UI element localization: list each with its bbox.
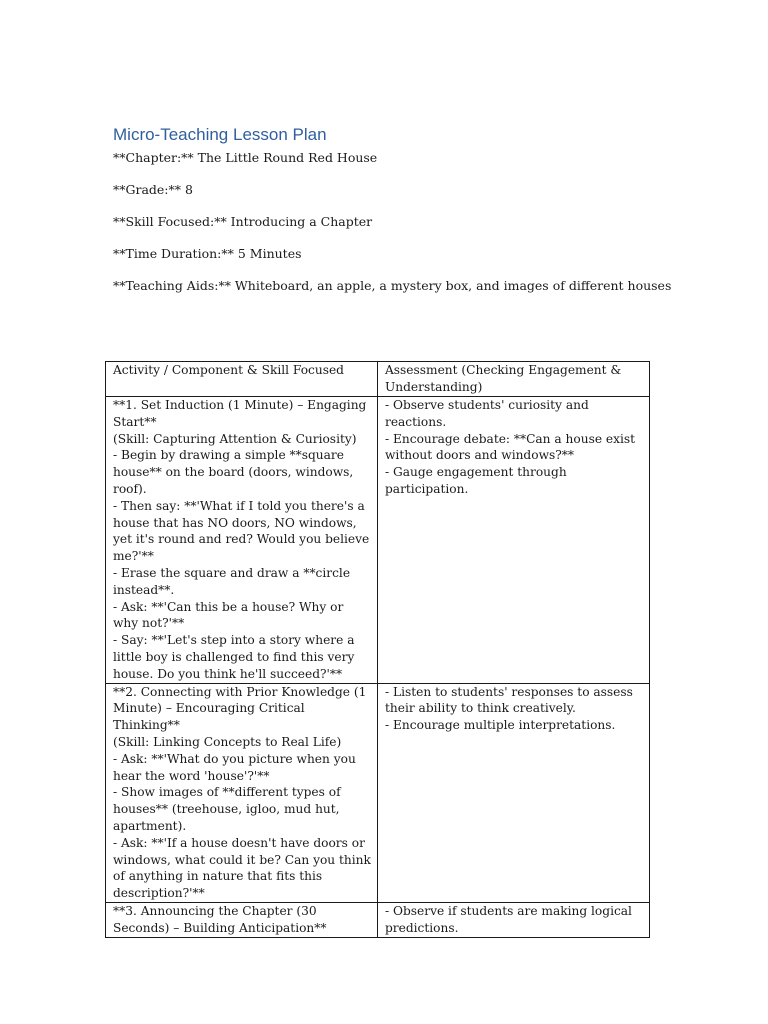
header-assessment: Assessment (Checking Engagement & Understanding) bbox=[378, 362, 650, 397]
activity-line: - Ask: **'What do you picture when you hear the word 'house'?'** bbox=[113, 751, 356, 783]
activity-line: - Ask: **'If a house doesn't have doors or windows, what could it be? Can you think of anything in nature that fits this description?'** bbox=[113, 835, 371, 901]
meta-teaching-aids: **Teaching Aids:** Whiteboard, an apple, a mystery box, and images of different houses bbox=[113, 278, 672, 293]
activity-cell bbox=[106, 683, 378, 902]
activity-cell bbox=[106, 902, 378, 937]
assessment-line: - Observe students' curiosity and reactions. bbox=[385, 398, 589, 429]
table-row bbox=[106, 902, 650, 937]
lesson-plan-table bbox=[105, 361, 650, 938]
assessment-cell bbox=[378, 683, 650, 902]
activity-line: - Show images of **different types of houses** (treehouse, igloo, mud hut, apartment). bbox=[113, 785, 341, 833]
header-activity: Activity / Component & Skill Focused bbox=[106, 362, 378, 397]
assessment-cell bbox=[378, 397, 650, 684]
activity-line: **2. Connecting with Prior Knowledge (1 Minute) – Encouraging Critical Thinking** bbox=[113, 684, 367, 733]
activity-line: **3. Announcing the Chapter (30 Seconds) – Building Anticipation** bbox=[113, 903, 327, 935]
assessment-line: - Gauge engagement through participation. bbox=[385, 465, 567, 496]
activity-line: - Begin by drawing a simple **square house** on the board (doors, windows, roof). bbox=[113, 448, 354, 496]
meta-skill-focused: **Skill Focused:** Introducing a Chapter bbox=[113, 214, 373, 229]
activity-line: - Erase the square and draw a **circle instead**. bbox=[113, 565, 351, 597]
activity-line: (Skill: Linking Concepts to Real Life) bbox=[113, 734, 342, 749]
assessment-cell bbox=[378, 902, 650, 937]
meta-grade: **Grade:** 8 bbox=[113, 182, 193, 197]
table-header-row bbox=[106, 362, 650, 397]
activity-line: **1. Set Induction (1 Minute) – Engaging Start** bbox=[113, 398, 367, 429]
activity-line: (Skill: Capturing Attention & Curiosity) bbox=[113, 431, 357, 446]
assessment-line: - Encourage debate: **Can a house exist without doors and windows?** bbox=[385, 431, 636, 463]
meta-chapter: **Chapter:** The Little Round Red House bbox=[113, 150, 378, 165]
activity-line: - Say: **'Let's step into a story where a little boy is challenged to find this very house. Do you think he'll succeed?'** bbox=[113, 633, 355, 681]
meta-time-duration: **Time Duration:** 5 Minutes bbox=[113, 246, 302, 261]
activity-line: - Then say: **'What if I told you there's a house that has NO doors, NO windows, yet it's round and red? Would you believe me?'** bbox=[113, 498, 370, 564]
activity-cell bbox=[106, 397, 378, 684]
table-row bbox=[106, 683, 650, 902]
activity-line: - Ask: **'Can this be a house? Why or why not?'** bbox=[113, 599, 344, 631]
assessment-line: - Observe if students are making logical predictions. bbox=[385, 903, 632, 935]
assessment-line: - Listen to students' responses to assess their ability to think creatively. bbox=[385, 684, 633, 716]
page-title: Micro-Teaching Lesson Plan bbox=[113, 125, 327, 144]
table-row bbox=[106, 397, 650, 684]
assessment-line: - Encourage multiple interpretations. bbox=[385, 718, 616, 733]
